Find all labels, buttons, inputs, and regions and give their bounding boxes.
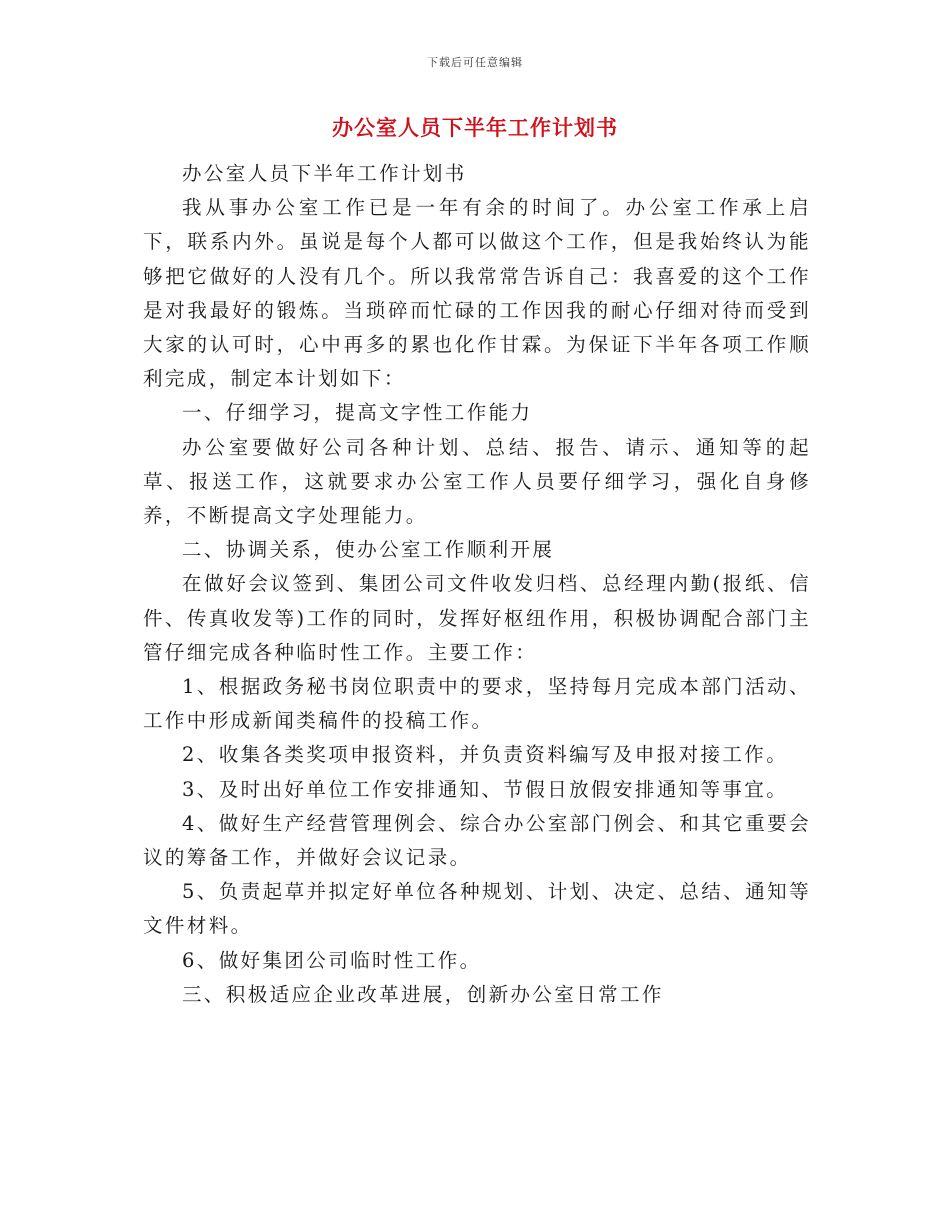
list-item: 1、根据政务秘书岗位职责中的要求，坚持每月完成本部门活动、工作中形成新闻类稿件的投稿工作。 bbox=[143, 675, 811, 733]
paragraph-intro: 我从事办公室工作已是一年有余的时间了。办公室工作承上启下，联系内外。虽说是每个人都可以做这个工作，但是我始终认为能够把它做好的人没有几个。所以我常常告诉自己：我喜爱的这个工作是对我最好的锻炼。当琐碎而忙碌的工作因我的耐心仔细对待而受到大家的认可时，心中再多的累也化作甘霖。为保证下半年各项工作顺利完成，制定本计划如下： bbox=[143, 196, 811, 391]
header-note: 下载后可任意编辑 bbox=[427, 56, 523, 69]
paragraph-section-2: 在做好会议签到、集团公司文件收发归档、总经理内勤(报纸、信件、传真收发等)工作的同时，发挥好枢纽作用，积极协调配合部门主管仔细完成各种临时性工作。主要工作： bbox=[143, 572, 811, 664]
list-item: 3、及时出好单位工作安排通知、节假日放假安排通知等事宜。 bbox=[182, 777, 789, 801]
list-item: 2、收集各类奖项申报资料，并负责资料编写及申报对接工作。 bbox=[182, 743, 789, 767]
section-heading-1: 一、仔细学习，提高文字性工作能力 bbox=[182, 401, 533, 425]
list-item: 4、做好生产经营管理例会、综合办公室部门例会、和其它重要会议的筹备工作，并做好会议记录。 bbox=[143, 811, 811, 870]
document-title: 办公室人员下半年工作计划书 bbox=[332, 116, 618, 140]
document-body bbox=[143, 157, 811, 1012]
body-heading: 办公室人员下半年工作计划书 bbox=[182, 162, 467, 185]
section-heading-2: 二、协调关系，使办公室工作顺利开展 bbox=[182, 538, 555, 562]
list-item: 5、负责起草并拟定好单位各种规划、计划、决定、总结、通知等文件材料。 bbox=[143, 880, 811, 938]
list-item: 6、做好集团公司临时性工作。 bbox=[182, 948, 482, 972]
section-heading-3: 三、积极适应企业改革进展，创新办公室日常工作 bbox=[182, 982, 664, 1006]
paragraph-section-1: 办公室要做好公司各种计划、总结、报告、请示、通知等的起草、报送工作，这就要求办公室工作人员要仔细学习，强化自身修养，不断提高文字处理能力。 bbox=[143, 435, 811, 528]
